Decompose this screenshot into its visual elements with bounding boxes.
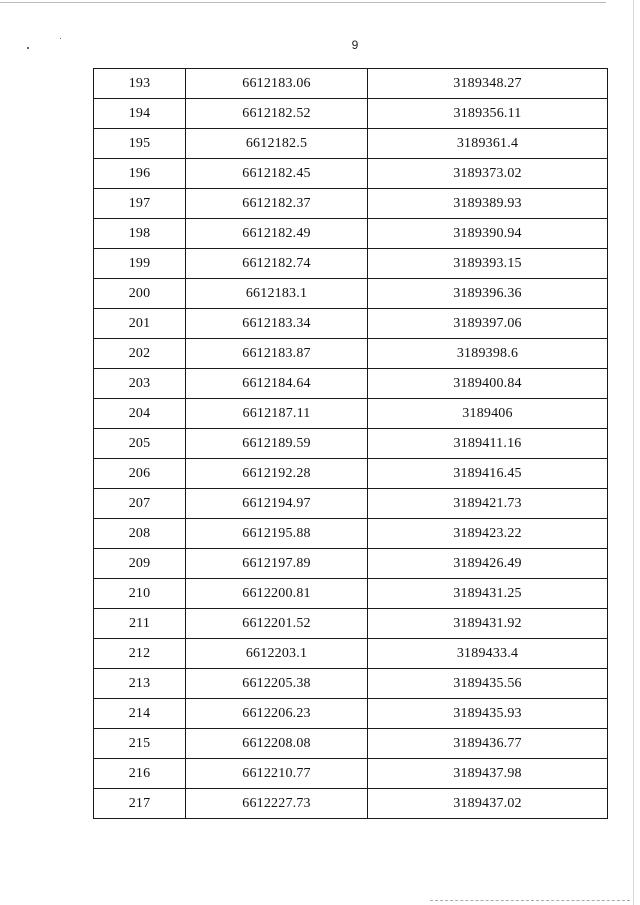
y-coordinate-cell: 3189411.16 xyxy=(368,429,608,459)
table-row xyxy=(94,579,608,609)
x-coordinate-cell: 6612183.34 xyxy=(186,309,368,339)
y-coordinate-cell: 3189396.36 xyxy=(368,279,608,309)
y-coordinate-cell: 3189435.56 xyxy=(368,669,608,699)
y-coordinate-cell: 3189389.93 xyxy=(368,189,608,219)
point-number-cell: 214 xyxy=(94,699,186,729)
y-coordinate-cell: 3189423.22 xyxy=(368,519,608,549)
y-coordinate-cell: 3189436.77 xyxy=(368,729,608,759)
x-coordinate-cell: 6612182.52 xyxy=(186,99,368,129)
x-coordinate-cell: 6612182.49 xyxy=(186,219,368,249)
scan-speck xyxy=(27,47,29,49)
table-row xyxy=(94,129,608,159)
x-coordinate-cell: 6612201.52 xyxy=(186,609,368,639)
table-row xyxy=(94,249,608,279)
point-number-cell: 198 xyxy=(94,219,186,249)
point-number-cell: 211 xyxy=(94,609,186,639)
point-number-cell: 204 xyxy=(94,399,186,429)
table-row xyxy=(94,219,608,249)
scan-right-edge xyxy=(633,0,634,905)
x-coordinate-cell: 6612197.89 xyxy=(186,549,368,579)
point-number-cell: 205 xyxy=(94,429,186,459)
table-row xyxy=(94,369,608,399)
x-coordinate-cell: 6612205.38 xyxy=(186,669,368,699)
y-coordinate-cell: 3189421.73 xyxy=(368,489,608,519)
table-row xyxy=(94,549,608,579)
y-coordinate-cell: 3189431.92 xyxy=(368,609,608,639)
x-coordinate-cell: 6612182.74 xyxy=(186,249,368,279)
x-coordinate-cell: 6612182.45 xyxy=(186,159,368,189)
table-row xyxy=(94,99,608,129)
x-coordinate-cell: 6612182.37 xyxy=(186,189,368,219)
x-coordinate-cell: 6612206.23 xyxy=(186,699,368,729)
point-number-cell: 193 xyxy=(94,69,186,99)
point-number-cell: 207 xyxy=(94,489,186,519)
y-coordinate-cell: 3189437.98 xyxy=(368,759,608,789)
point-number-cell: 210 xyxy=(94,579,186,609)
x-coordinate-cell: 6612195.88 xyxy=(186,519,368,549)
scan-speck xyxy=(60,38,61,39)
x-coordinate-cell: 6612203.1 xyxy=(186,639,368,669)
y-coordinate-cell: 3189433.4 xyxy=(368,639,608,669)
table-row xyxy=(94,69,608,99)
x-coordinate-cell: 6612200.81 xyxy=(186,579,368,609)
x-coordinate-cell: 6612183.87 xyxy=(186,339,368,369)
y-coordinate-cell: 3189416.45 xyxy=(368,459,608,489)
point-number-cell: 195 xyxy=(94,129,186,159)
x-coordinate-cell: 6612187.11 xyxy=(186,399,368,429)
point-number-cell: 194 xyxy=(94,99,186,129)
y-coordinate-cell: 3189348.27 xyxy=(368,69,608,99)
table-row xyxy=(94,759,608,789)
point-number-cell: 209 xyxy=(94,549,186,579)
table-row xyxy=(94,609,608,639)
x-coordinate-cell: 6612194.97 xyxy=(186,489,368,519)
x-coordinate-cell: 6612183.06 xyxy=(186,69,368,99)
point-number-cell: 212 xyxy=(94,639,186,669)
point-number-cell: 200 xyxy=(94,279,186,309)
y-coordinate-cell: 3189356.11 xyxy=(368,99,608,129)
point-number-cell: 215 xyxy=(94,729,186,759)
table-row xyxy=(94,459,608,489)
table-row xyxy=(94,279,608,309)
table-row xyxy=(94,339,608,369)
y-coordinate-cell: 3189426.49 xyxy=(368,549,608,579)
y-coordinate-cell: 3189393.15 xyxy=(368,249,608,279)
x-coordinate-cell: 6612192.28 xyxy=(186,459,368,489)
y-coordinate-cell: 3189397.06 xyxy=(368,309,608,339)
x-coordinate-cell: 6612227.73 xyxy=(186,789,368,819)
y-coordinate-cell: 3189390.94 xyxy=(368,219,608,249)
x-coordinate-cell: 6612184.64 xyxy=(186,369,368,399)
point-number-cell: 202 xyxy=(94,339,186,369)
table-row xyxy=(94,489,608,519)
scan-top-edge xyxy=(0,2,606,3)
page-number: 9 xyxy=(351,38,359,52)
x-coordinate-cell: 6612210.77 xyxy=(186,759,368,789)
x-coordinate-cell: 6612182.5 xyxy=(186,129,368,159)
y-coordinate-cell: 3189398.6 xyxy=(368,339,608,369)
point-number-cell: 197 xyxy=(94,189,186,219)
table-row xyxy=(94,189,608,219)
table-row xyxy=(94,159,608,189)
table-row xyxy=(94,669,608,699)
point-number-cell: 199 xyxy=(94,249,186,279)
table-row xyxy=(94,789,608,819)
y-coordinate-cell: 3189373.02 xyxy=(368,159,608,189)
point-number-cell: 196 xyxy=(94,159,186,189)
point-number-cell: 213 xyxy=(94,669,186,699)
point-number-cell: 206 xyxy=(94,459,186,489)
y-coordinate-cell: 3189400.84 xyxy=(368,369,608,399)
table-row xyxy=(94,729,608,759)
x-coordinate-cell: 6612189.59 xyxy=(186,429,368,459)
point-number-cell: 216 xyxy=(94,759,186,789)
table-row xyxy=(94,309,608,339)
y-coordinate-cell: 3189431.25 xyxy=(368,579,608,609)
scan-bottom-edge xyxy=(430,900,630,901)
table-row xyxy=(94,399,608,429)
coordinate-table-body xyxy=(94,69,608,819)
x-coordinate-cell: 6612183.1 xyxy=(186,279,368,309)
point-number-cell: 203 xyxy=(94,369,186,399)
table-row xyxy=(94,429,608,459)
table-row xyxy=(94,639,608,669)
point-number-cell: 217 xyxy=(94,789,186,819)
y-coordinate-cell: 3189435.93 xyxy=(368,699,608,729)
y-coordinate-cell: 3189361.4 xyxy=(368,129,608,159)
table-row xyxy=(94,699,608,729)
point-number-cell: 201 xyxy=(94,309,186,339)
table-row xyxy=(94,519,608,549)
y-coordinate-cell: 3189406 xyxy=(368,399,608,429)
point-number-cell: 208 xyxy=(94,519,186,549)
coordinate-table xyxy=(93,68,608,819)
x-coordinate-cell: 6612208.08 xyxy=(186,729,368,759)
y-coordinate-cell: 3189437.02 xyxy=(368,789,608,819)
